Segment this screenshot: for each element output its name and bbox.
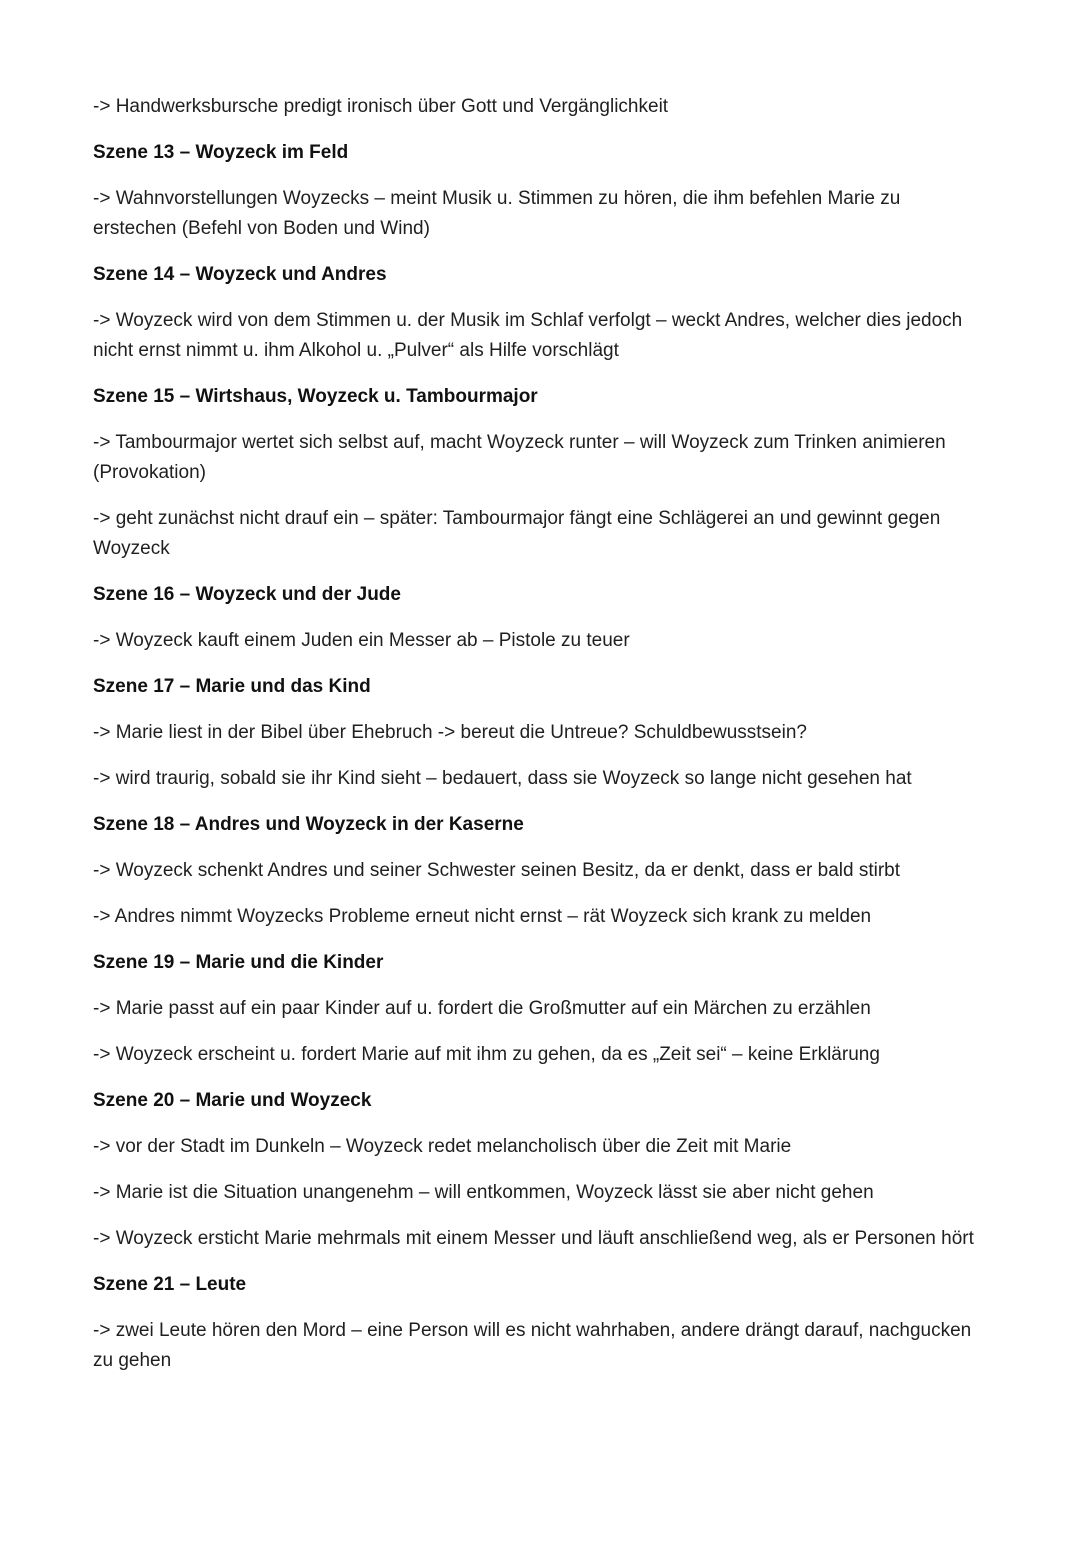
scene-18-paragraph-1: -> Woyzeck schenkt Andres und seiner Schwester seinen Besitz, da er denkt, dass er bald stirbt [93, 860, 901, 881]
scene-18-paragraph-2: -> Andres nimmt Woyzecks Probleme erneut nicht ernst – rät Woyzeck sich krank zu melden [93, 906, 872, 927]
scene-20-paragraph-3: -> Woyzeck ersticht Marie mehrmals mit einem Messer und läuft anschließend weg, als er Personen hört [93, 1228, 974, 1249]
scene-14-paragraph: -> Woyzeck wird von dem Stimmen u. der Musik im Schlaf verfolgt – weckt Andres, welcher dies jedoch nicht ernst nimmt u. ihm Alkohol u. „Pulver“ als Hilfe vorschlägt [93, 310, 963, 361]
scene-20-paragraph-2: -> Marie ist die Situation unangenehm – will entkommen, Woyzeck lässt sie aber nicht gehen [93, 1182, 874, 1203]
document-body [93, 92, 980, 1376]
scene-17-paragraph-2: -> wird traurig, sobald sie ihr Kind sieht – bedauert, dass sie Woyzeck so lange nicht gesehen hat [93, 768, 912, 789]
scene-19-heading: Szene 19 – Marie und die Kinder [93, 952, 384, 973]
intro-paragraph: -> Handwerksbursche predigt ironisch über Gott und Vergänglichkeit [93, 96, 669, 117]
scene-17-heading: Szene 17 – Marie und das Kind [93, 676, 371, 697]
scene-18-heading: Szene 18 – Andres und Woyzeck in der Kaserne [93, 814, 524, 835]
scene-15-paragraph-1: -> Tambourmajor wertet sich selbst auf, macht Woyzeck runter – will Woyzeck zum Trinken animieren (Provokation) [93, 432, 946, 483]
scene-15-heading: Szene 15 – Wirtshaus, Woyzeck u. Tambourmajor [93, 386, 538, 407]
scene-13-heading: Szene 13 – Woyzeck im Feld [93, 142, 349, 163]
scene-14-heading: Szene 14 – Woyzeck und Andres [93, 264, 387, 285]
scene-21-paragraph: -> zwei Leute hören den Mord – eine Person will es nicht wahrhaben, andere drängt darauf, nachgucken zu gehen [93, 1320, 972, 1371]
scene-21-heading: Szene 21 – Leute [93, 1274, 247, 1295]
scene-20-paragraph-1: -> vor der Stadt im Dunkeln – Woyzeck redet melancholisch über die Zeit mit Marie [93, 1136, 792, 1157]
scene-16-heading: Szene 16 – Woyzeck und der Jude [93, 584, 401, 605]
scene-20-heading: Szene 20 – Marie und Woyzeck [93, 1090, 372, 1111]
scene-15-paragraph-2: -> geht zunächst nicht drauf ein – später: Tambourmajor fängt eine Schlägerei an und gewinnt gegen Woyzeck [93, 508, 941, 559]
scene-13-paragraph: -> Wahnvorstellungen Woyzecks – meint Musik u. Stimmen zu hören, die ihm befehlen Marie zu erstechen (Befehl von Boden und Wind) [93, 188, 901, 239]
scene-19-paragraph-2: -> Woyzeck erscheint u. fordert Marie auf mit ihm zu gehen, da es „Zeit sei“ – keine Erklärung [93, 1044, 880, 1065]
scene-19-paragraph-1: -> Marie passt auf ein paar Kinder auf u. fordert die Großmutter auf ein Märchen zu erzählen [93, 998, 871, 1019]
scene-17-paragraph-1: -> Marie liest in der Bibel über Ehebruch -> bereut die Untreue? Schuldbewusstsein? [93, 722, 807, 743]
scene-16-paragraph: -> Woyzeck kauft einem Juden ein Messer ab – Pistole zu teuer [93, 630, 630, 651]
